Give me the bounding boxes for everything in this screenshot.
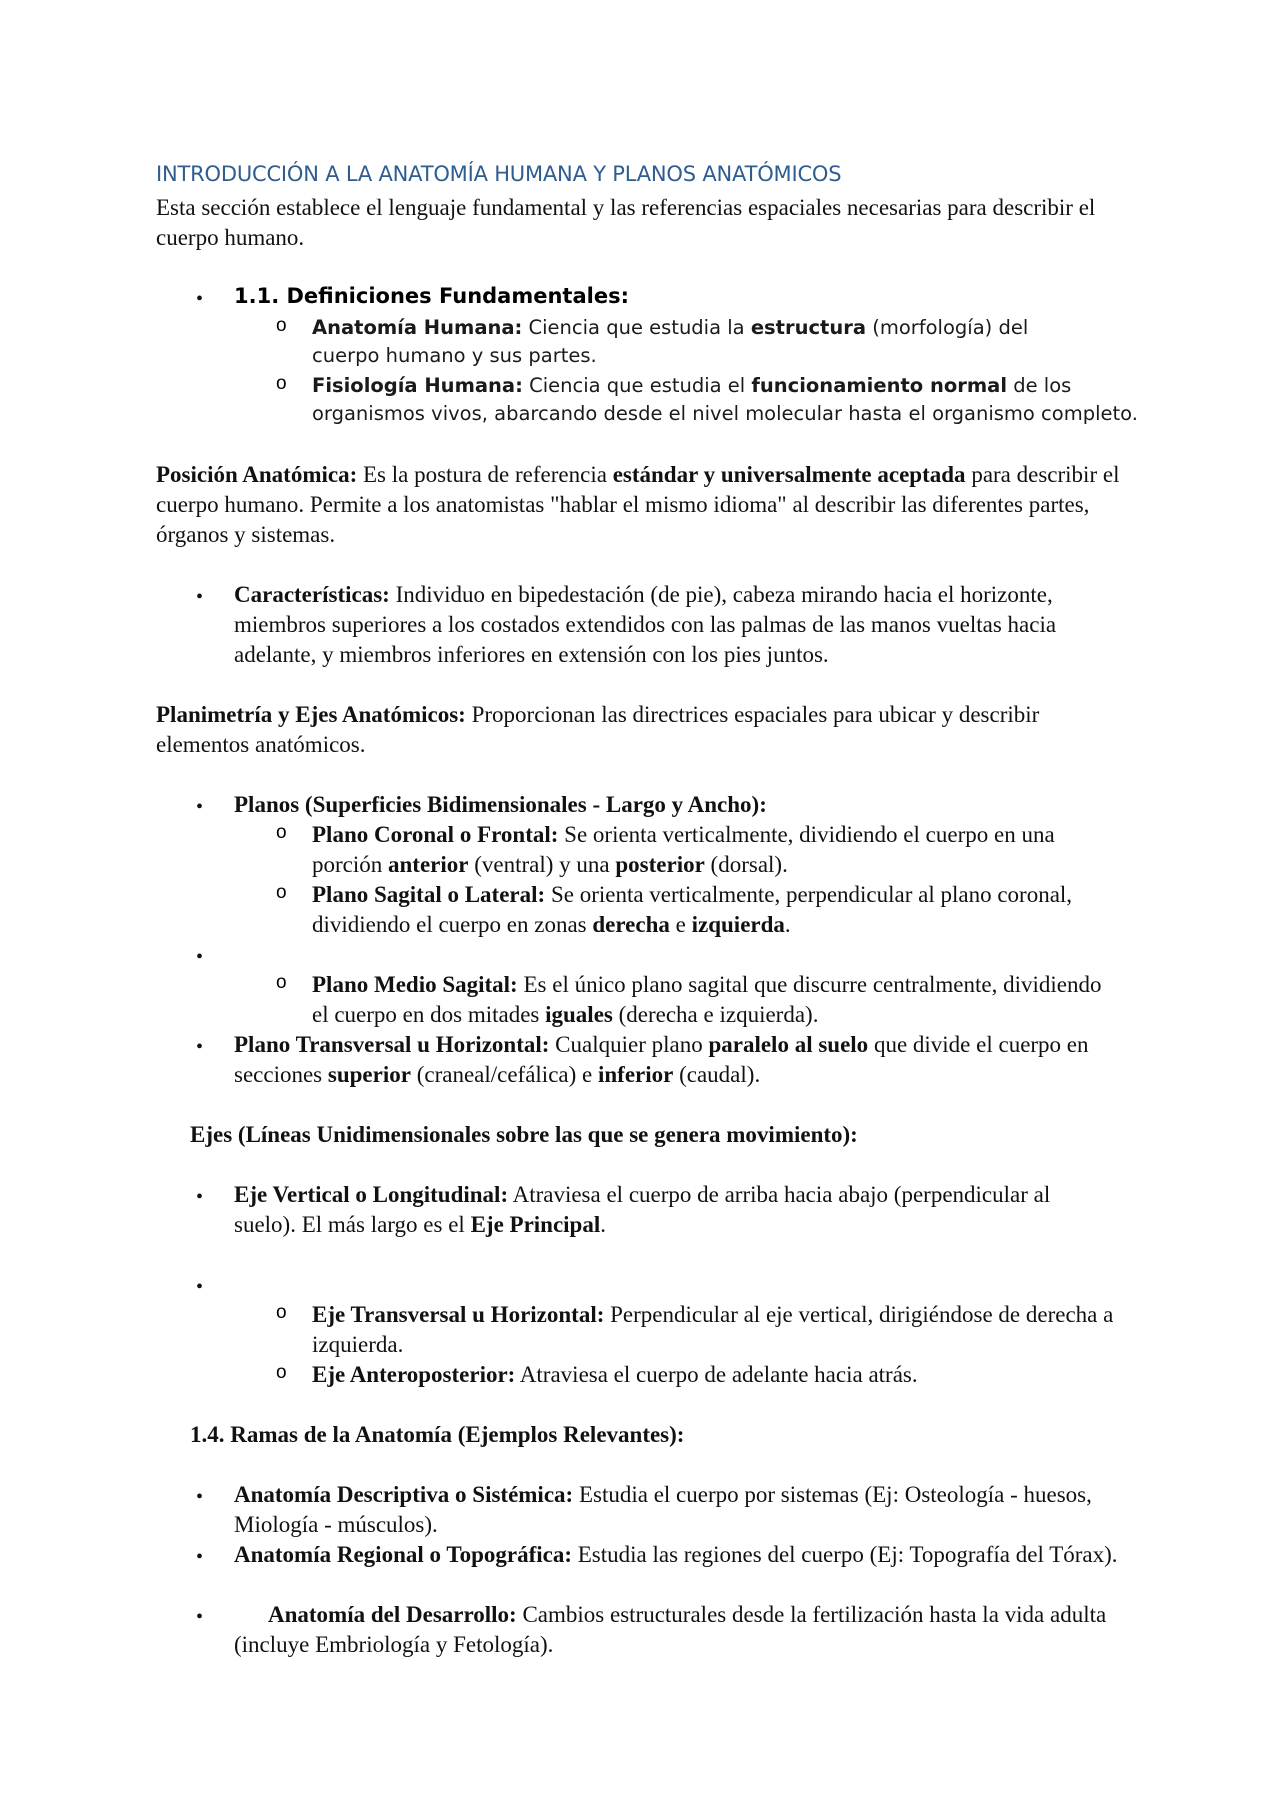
sub-bullet-o: o — [276, 315, 287, 336]
item-text: Es el único plano sagital que discurre centralmente, dividiendo el cuerpo en dos mitades — [312, 972, 1102, 1027]
ramas-heading: 1.4. Ramas de la Anatomía (Ejemplos Relevantes): — [190, 1422, 685, 1447]
plano-transversal-label: Plano Transversal u Horizontal: — [234, 1032, 550, 1057]
bullet-dot: • — [196, 1546, 204, 1568]
item-text: Atraviesa el cuerpo de arriba hacia abajo (perpendicular al suelo). El más largo es el — [234, 1182, 1051, 1237]
plano-coronal-label: Plano Coronal o Frontal: — [312, 822, 559, 847]
bullet-dot: • — [196, 946, 204, 968]
bullet-dot: • — [196, 1186, 204, 1208]
intro-paragraph: Esta sección establece el lenguaje fundamental y las referencias espaciales necesarias para describir el cuerpo humano. — [156, 195, 1096, 250]
bullet-dot: • — [196, 1486, 204, 1508]
item-text: Estudia las regiones del cuerpo (Ej: Topografía del Tórax). — [571, 1542, 1118, 1567]
bullet-dot: • — [196, 1036, 204, 1058]
item-text: Se orienta verticalmente, dividiendo el cuerpo en una porción — [312, 822, 1055, 877]
item-text: (caudal). — [673, 1062, 761, 1087]
anatomia-descriptiva-label: Anatomía Descriptiva o Sistémica: — [234, 1482, 574, 1507]
posicion-anatomica-label: Posición Anatómica: — [156, 462, 358, 487]
bold-term: posterior — [615, 852, 705, 877]
bold-term: estándar y universalmente aceptada — [612, 462, 966, 487]
eje-transversal-label: Eje Transversal u Horizontal: — [312, 1302, 605, 1327]
fisiologia-humana-item — [312, 372, 1142, 428]
item-text: que divide el cuerpo en secciones — [234, 1032, 1089, 1087]
caracteristicas-item — [234, 580, 1134, 670]
item-text: (morfología) del cuerpo humano y sus partes. — [312, 316, 1029, 367]
bold-term: derecha — [592, 912, 670, 937]
bullet-dot: • — [196, 288, 204, 310]
planimetria-label: Planimetría y Ejes Anatómicos: — [156, 702, 466, 727]
sub-bullet-o: o — [276, 1362, 287, 1383]
planimetria-paragraph — [156, 700, 1136, 760]
item-text: Ciencia que estudia el — [522, 374, 752, 397]
anatomia-humana-item — [312, 314, 1092, 370]
sub-bullet-o: o — [276, 972, 287, 993]
plano-transversal-item — [234, 1030, 1134, 1090]
eje-vertical-label: Eje Vertical o Longitudinal: — [234, 1182, 509, 1207]
sub-bullet-o: o — [276, 822, 287, 843]
definiciones-heading: 1.1. Definiciones Fundamentales: — [234, 284, 629, 308]
plano-coronal-item — [312, 820, 1112, 880]
planos-heading: Planos (Superficies Bidimensionales - Largo y Ancho): — [234, 792, 767, 817]
sub-bullet-o: o — [276, 1302, 287, 1323]
plano-sagital-item — [312, 880, 1102, 940]
bold-term: estructura — [750, 316, 867, 339]
bold-term: funcionamiento normal — [751, 374, 1008, 397]
item-text: (dorsal). — [704, 852, 788, 877]
item-text: Es la postura de referencia — [357, 462, 613, 487]
anatomia-descriptiva-item — [234, 1480, 1134, 1540]
item-text: de los organismos vivos, abarcando desde el nivel molecular hasta el organismo completo. — [312, 374, 1138, 425]
item-text: (craneal/cefálica) e — [410, 1062, 598, 1087]
bold-term: Eje Principal — [470, 1212, 601, 1237]
eje-vertical-item — [234, 1180, 1054, 1240]
bold-term: izquierda — [691, 912, 785, 937]
item-text: Atraviesa el cuerpo de adelante hacia atrás. — [515, 1362, 918, 1387]
item-text: Estudia el cuerpo por sistemas (Ej: Osteología - huesos, Miología - músculos). — [234, 1482, 1092, 1537]
caracteristicas-label: Características: — [234, 582, 390, 607]
item-text: Proporcionan las directrices espaciales para ubicar y describir elementos anatómicos. — [156, 702, 1040, 757]
eje-anteroposterior-item — [312, 1360, 1152, 1390]
plano-medio-sagital-item — [312, 970, 1112, 1030]
item-text: Se orienta verticalmente, perpendicular al plano coronal, dividiendo el cuerpo en zonas — [312, 882, 1073, 937]
anatomia-humana-label: Anatomía Humana: — [312, 316, 523, 339]
item-text: Individuo en bipedestación (de pie), cabeza mirando hacia el horizonte, miembros superiores a los costados extendidos con las palmas de las manos vueltas hacia adelante, y miembros inferiores en extensión con los pies juntos. — [234, 582, 1057, 667]
bullet-dot: • — [196, 796, 204, 818]
item-text: para describir el cuerpo humano. Permite a los anatomistas "hablar el mismo idioma" al describir las diferentes partes, órganos y sistemas. — [156, 462, 1120, 547]
ejes-heading: Ejes (Líneas Unidimensionales sobre las que se genera movimiento): — [190, 1122, 858, 1147]
sub-bullet-o: o — [276, 373, 287, 394]
plano-sagital-label: Plano Sagital o Lateral: — [312, 882, 546, 907]
anatomia-regional-label: Anatomía Regional o Topográfica: — [234, 1542, 572, 1567]
bold-term: superior — [327, 1062, 411, 1087]
item-text: Ciencia que estudia la — [522, 316, 751, 339]
anatomia-desarrollo-label: Anatomía del Desarrollo: — [268, 1602, 517, 1627]
item-text: . — [784, 912, 791, 937]
item-text: Cualquier plano — [549, 1032, 709, 1057]
eje-anteroposterior-label: Eje Anteroposterior: — [312, 1362, 516, 1387]
plano-medio-sagital-label: Plano Medio Sagital: — [312, 972, 518, 997]
anatomia-regional-item — [234, 1540, 1134, 1570]
eje-transversal-item — [312, 1300, 1142, 1360]
fisiologia-humana-label: Fisiología Humana: — [312, 374, 523, 397]
anatomia-desarrollo-item — [234, 1600, 1114, 1660]
bold-term: iguales — [545, 1002, 613, 1027]
item-text: Cambios estructurales desde la fertilización hasta la vida adulta (incluye Embriología y Fetología). — [234, 1602, 1107, 1657]
bold-term: paralelo al suelo — [708, 1032, 869, 1057]
bullet-dot: • — [196, 1606, 204, 1628]
posicion-anatomica-paragraph — [156, 460, 1136, 550]
bullet-dot: • — [196, 1276, 204, 1298]
document-title: INTRODUCCIÓN A LA ANATOMÍA HUMANA Y PLANOS ANATÓMICOS — [156, 162, 842, 186]
item-text: Perpendicular al eje vertical, dirigiéndose de derecha a izquierda. — [312, 1302, 1114, 1357]
item-text: (derecha e izquierda). — [612, 1002, 819, 1027]
item-text: e — [669, 912, 692, 937]
item-text: . — [600, 1212, 606, 1237]
sub-bullet-o: o — [276, 882, 287, 903]
bullet-dot: • — [196, 586, 204, 608]
bold-term: anterior — [388, 852, 469, 877]
bold-term: inferior — [598, 1062, 674, 1087]
item-text: (ventral) y una — [468, 852, 616, 877]
